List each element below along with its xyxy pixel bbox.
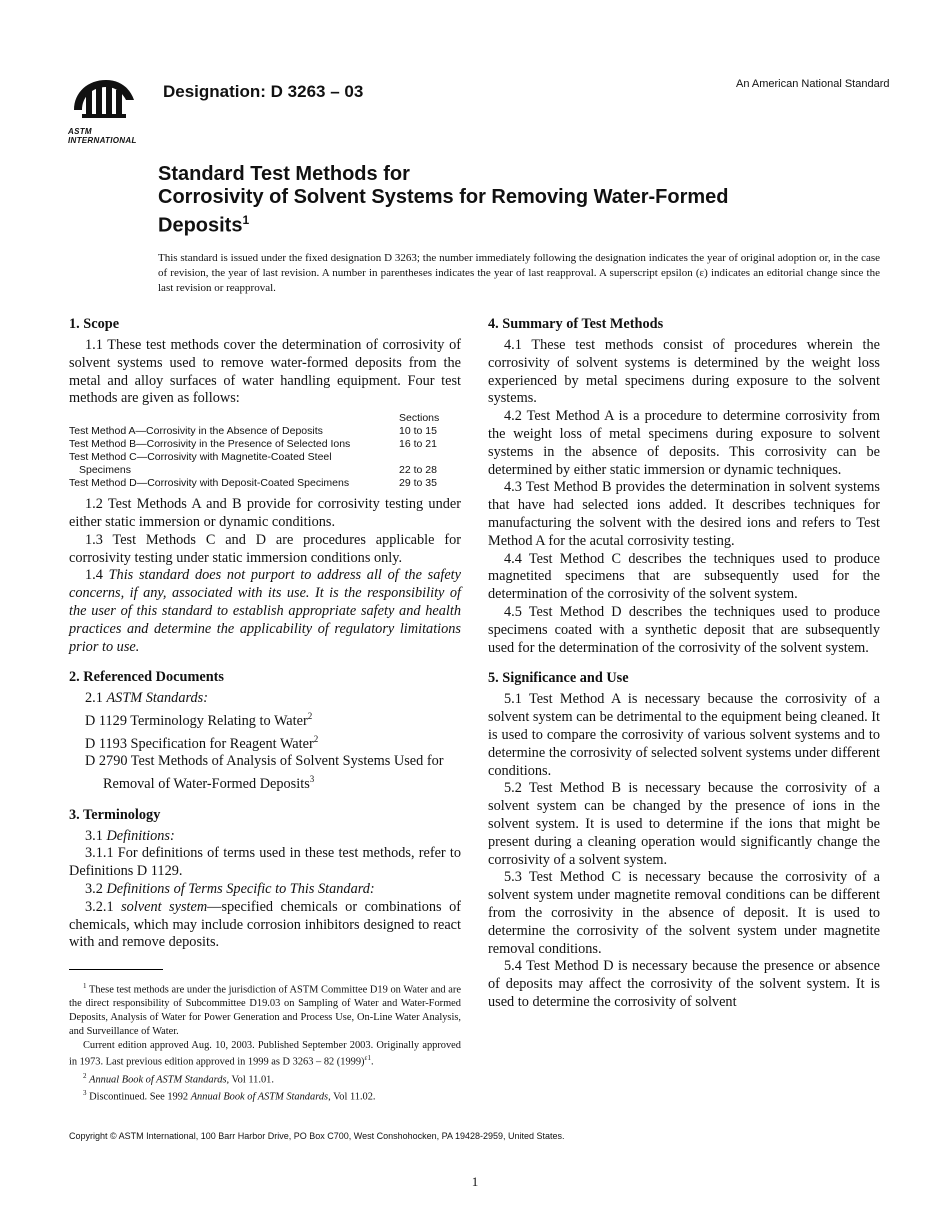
national-standard-label: An American National Standard — [736, 78, 890, 90]
section-heading-terminology: 3. Terminology — [69, 806, 161, 823]
title-line-1: Standard Test Methods for — [158, 163, 410, 185]
table-row: Test Method A—Corrosivity in the Absence of Deposits 10 to 15 — [69, 425, 437, 438]
logo-text: ASTM INTERNATIONAL — [68, 127, 137, 145]
ref-item: D 1129 Terminology Relating to Water$^2$ — [85, 711, 313, 729]
para-5-3: 5.3 Test Method C is necessary because the corrosivity of a solvent system under magnetite removal conditions can be different from the corrosivity in the absence of deposit. It is used to determine the corrosivity of the solvent system under magnetite removal conditions. — [488, 869, 880, 957]
para-1-1: 1.1 These test methods cover the determination of corrosivity of solvent systems used to remove water-formed deposits from the metal and alloy surfaces of water handling equipment. Four test methods are given as follows: — [69, 337, 461, 407]
section-heading-significance: 5. Significance and Use — [488, 670, 629, 687]
section-heading-referenced-documents: 2. Referenced Documents — [69, 669, 224, 686]
page-number: 1 — [471, 1174, 479, 1189]
para-1-4: 1.4 This standard does not purport to address all of the safety concerns, if any, associated with its use. It is the responsibility of the user of this standard to establish appropriate safety and health practices and determine the applicability of regulatory limitations prior to use. — [69, 567, 461, 655]
astm-logo — [68, 76, 150, 145]
footnote-3: $^3$ Discontinued. See 1992 Annual Book of ASTM Standards, Vol 11.02. — [83, 1088, 376, 1103]
section-heading-summary: 4. Summary of Test Methods — [488, 316, 664, 332]
title-line-3: Deposits$^1$ — [158, 213, 250, 237]
title-line-2: Corrosivity of Solvent Systems for Removing Water-Formed — [158, 186, 729, 208]
sections-header: Sections — [399, 412, 440, 425]
para-5-2: 5.2 Test Method B is necessary because the corrosivity of a solvent system can be changed by the presence of ions in the solvent system. It is used to determine if the ions that might be present during a cleaning operation would significantly change the corrosivity of a solvent system. — [488, 780, 880, 868]
table-row: Specimens 22 to 28 — [79, 464, 437, 477]
test-methods-table — [69, 412, 461, 490]
right-column — [488, 315, 880, 1012]
left-column — [69, 315, 461, 952]
para-5-4: 5.4 Test Method D is necessary because the presence or absence of deposits may affect the corrosivity of the solvent system. It is used to determine the corrosivity of solvent — [488, 958, 880, 1010]
para-3-1-1: 3.1.1 For definitions of terms used in these test methods, refer to Definitions D 1129. — [69, 845, 461, 880]
table-row: Test Method D—Corrosivity with Deposit-Coated Specimens 29 to 35 — [69, 477, 437, 490]
document-title — [158, 163, 808, 238]
para-1-2: 1.2 Test Methods A and B provide for corrosivity testing under either static immersion or dynamic conditions. — [69, 496, 461, 530]
footnote-1-edition: Current edition approved Aug. 10, 2003. Published September 2003. Originally approved in 1973. Last previous edition approved in 1999 as D 3263 – 82 $(1999)^{\varepsilon 1}$. — [69, 1039, 461, 1068]
para-4-5: 4.5 Test Method D describes the techniques used to produce specimens coated with a synthetic deposit that are subsequently used for the determination of the corrosivity of the solvent system. — [488, 603, 880, 656]
title-footnote-ref: 1 — [242, 213, 250, 227]
para-3-2: 3.2 Definitions of Terms Specific to This Standard: — [85, 881, 375, 898]
para-2-1: 2.1 ASTM Standards: — [85, 690, 208, 707]
copyright: Copyright © ASTM International, 100 Barr Harbor Drive, PO Box C700, West Conshohocken, PA 19428-2959, United States. — [69, 1131, 565, 1141]
para-1-3: 1.3 Test Methods C and D are procedures applicable for corrosivity testing under static immersion conditions only. — [69, 531, 461, 566]
footnotes — [69, 980, 461, 1104]
para-4-4: 4.4 Test Method C describes the techniques used to produce magnetited specimens that are subsequently used for the determination of the corrosivity of the solvent system. — [488, 550, 880, 603]
table-header-row — [69, 412, 461, 425]
para-5-1: 5.1 Test Method A is necessary because the corrosivity of a solvent system can be detrimental to the equipment being cleaned. It is used to compare the corrosivity of various solvent systems and to determine the corrosivity of selected solvent systems under different conditions. — [488, 691, 880, 779]
designation: Designation: D 3263 – 03 — [163, 82, 364, 101]
para-4-3: 4.3 Test Method B provides the determination in solvent systems that have had selected ions added. It describes techniques for manufacturing the solvent with the desired ions and refers to Test Method A for the acutal corrosivity testing. — [488, 479, 880, 549]
footnote-divider — [69, 969, 163, 970]
issuance-note: This standard is issued under the fixed designation D 3263; the number immediately following the designation indicates the year of original adoption or, in the case of revision, the year of last revision. A number in parentheses indicates the year of last reapproval. A superscript epsilon (ε) indicates an editorial change since the last revision or reapproval. — [158, 252, 880, 294]
para-4-1: 4.1 These test methods consist of procedures wherein the corrosivity of solvent systems is determined by the weight loss experienced by metal specimens during exposure to the solvent systems. — [488, 337, 880, 407]
table-row: Test Method B—Corrosivity in the Presence of Selected Ions 16 to 21 — [69, 438, 437, 451]
section-heading-scope: 1. Scope — [69, 316, 120, 332]
para-3-2-1: 3.2.1 solvent system—specified chemicals or combinations of chemicals, which may include corrosion inhibitors designed to react with and remove deposits. — [69, 898, 461, 951]
para-4-2: 4.2 Test Method A is a procedure to determine corrosivity from the weight loss of metal specimens during exposure to solvent systems in the absence of deposits. This corrosivity can be determined by either static immersion or dynamic techniques. — [488, 408, 880, 478]
ref-item: D 1193 Specification for Reagent Water$^2$ — [85, 733, 319, 752]
ref-item: D 2790 Test Methods of Analysis of Solvent Systems Used for Removal of Water-Formed Deposits$^3$ — [85, 753, 444, 792]
para-3-1: 3.1 Definitions: — [85, 827, 175, 844]
footnote-2: $^2$ Annual Book of ASTM Standards, Vol 11.01. — [83, 1071, 274, 1086]
table-row: Test Method C—Corrosivity with Magnetite-Coated Steel — [69, 451, 332, 464]
footnote-1: $^1$ These test methods are under the jurisdiction of ASTM Committee D19 on Water and are the direct responsibility of Subcommittee D19.03 on Sampling of Water and Water-Formed Deposits, Analysis of Water for Power Generation and Process Use, On-Line Water Analysis, and Surveillance of Water. — [69, 982, 461, 1037]
